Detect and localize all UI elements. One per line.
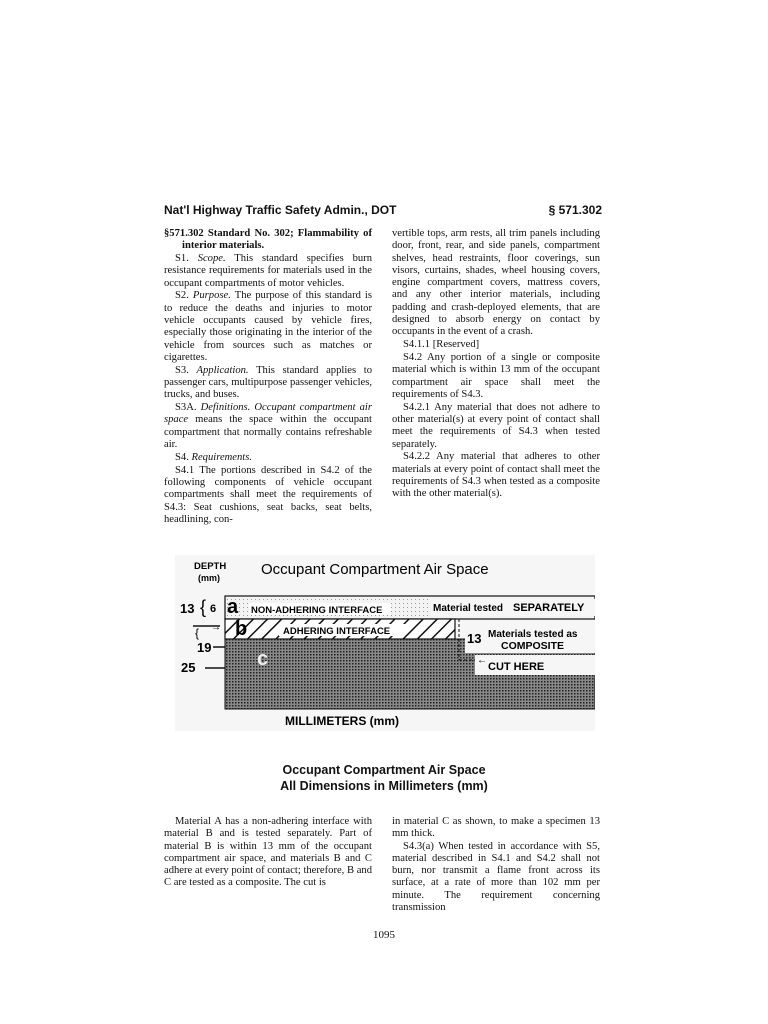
composite-label-1: Materials tested as [488,629,578,640]
header-agency: Nat'l Highway Traffic Safety Admin., DOT [164,203,397,217]
paragraph-s42: S4.2 Any portion of a single or composite material which is within 13 mm of the occupant compartment air space shall meet the requirements of S4.3. [392,351,600,400]
paragraph-s421: S4.2.1 Any material that does not adhere to other material(s) at every point of contact shall meet the requirements of S4.3 when tested separately. [392,401,600,450]
svg-text:{: { [195,626,200,640]
svg-text:←: ← [477,655,487,666]
figure-caption-line1: Occupant Compartment Air Space [282,763,486,777]
paragraph-s3a: S3A. Definitions. Occupant compartment air space means the space within the occupant compartment that normally contains refreshable air. [164,402,372,451]
section-title: §571.302 Standard No. 302; Flammability of interior materials. [164,228,372,252]
paragraph-s1: S1. Scope. This standard specifies burn resistance requirements for materials used in the occupant compartments of motor vehicles. [164,253,372,289]
figure-caption-line2: All Dimensions in Millimeters (mm) [280,779,488,793]
running-header [164,203,602,217]
right-column [392,228,600,501]
composite-label-2: COMPOSITE [501,640,565,652]
lower-right-column [392,816,600,914]
tested-separately-2: SEPARATELY [513,602,585,614]
composite-thickness: 13 [467,631,482,646]
layer-diagram [175,555,595,731]
paragraph-s422: S4.2.2 Any material that adheres to other materials at every point of contact shall meet the requirements of S4.3 when tested as a composite with the other material(s). [392,451,600,500]
paragraph-s4: S4. Requirements. [175,451,253,463]
paragraph-s41: S4.1 The portions described in S4.2 of the following components of vehicle occupant compartments shall meet the requirements of S4.3: Seat cushions, seat backs, seat belts, headlining, con- [164,464,372,525]
material-b-label: b [235,618,248,640]
tick-19: 19 [197,640,212,655]
paragraph-s3: S3. Application. This standard applies to passenger cars, multipurpose passenger vehicles, trucks, and buses. [164,364,372,401]
depth-label: DEPTH [194,561,227,572]
tested-separately-1: Material tested [433,603,504,614]
paragraph-s411: S4.1.1 [Reserved] [403,339,480,351]
paragraph-s2: S2. Purpose. The purpose of this standard is to reduce the deaths and injuries to motor vehicle occupants caused by vehicle fires, especially those originating in the interior of the vehicle from sources such as matches or cigarettes. [164,290,372,363]
svg-text:{: { [200,597,207,617]
lower-left-column [164,816,372,890]
tick-13: 13 [180,601,195,616]
left-column [164,228,372,527]
header-section: § 571.302 [548,203,602,217]
non-adhering-label: NON-ADHERING INTERFACE [251,605,383,616]
svg-text:→: → [211,622,221,633]
tick-25: 25 [181,660,196,675]
figure-heading: Occupant Compartment Air Space [261,561,489,578]
depth-unit: (mm) [198,573,220,583]
figure-explanation: Material A has a non-adhering interface with material B and is tested separately. Part of material B is within 13 mm of the occupant compartment air space, and materials B and C adhere at every point of contact; therefore, B and C are tested as a composite. The cut is [164,816,372,889]
figure-caption [210,762,558,794]
adhering-label: ADHERING INTERFACE [283,626,391,637]
cut-here-label: CUT HERE [488,661,545,673]
material-c-label: c [257,648,269,670]
tick-6: 6 [210,603,217,615]
material-a-label: a [227,596,239,618]
page-number: 1095 [373,929,395,941]
paragraph-s43a: S4.3(a) When tested in accordance with S5, material described in S4.1 and S4.2 shall not burn, nor transmit a flame front across its surface, at a rate of more than 102 mm per minute. The requirement concerning transmission [392,840,600,914]
millimeters-axis-label: MILLIMETERS (mm) [285,714,399,728]
explanation-continued: in material C as shown, to make a specimen 13 mm thick. [392,816,600,840]
paragraph-s41-continued: vertible tops, arm rests, all trim panels including door, front, rear, and side panels, compartment shelves, head restraints, floor coverings, sun visors, curtains, shades, wheel housing covers, engine compartment covers, mattress covers, and any other interior materials, including padding and crash-deployed elements, that are designed to absorb energy on contact by occupants in the event of a crash. [392,228,600,338]
